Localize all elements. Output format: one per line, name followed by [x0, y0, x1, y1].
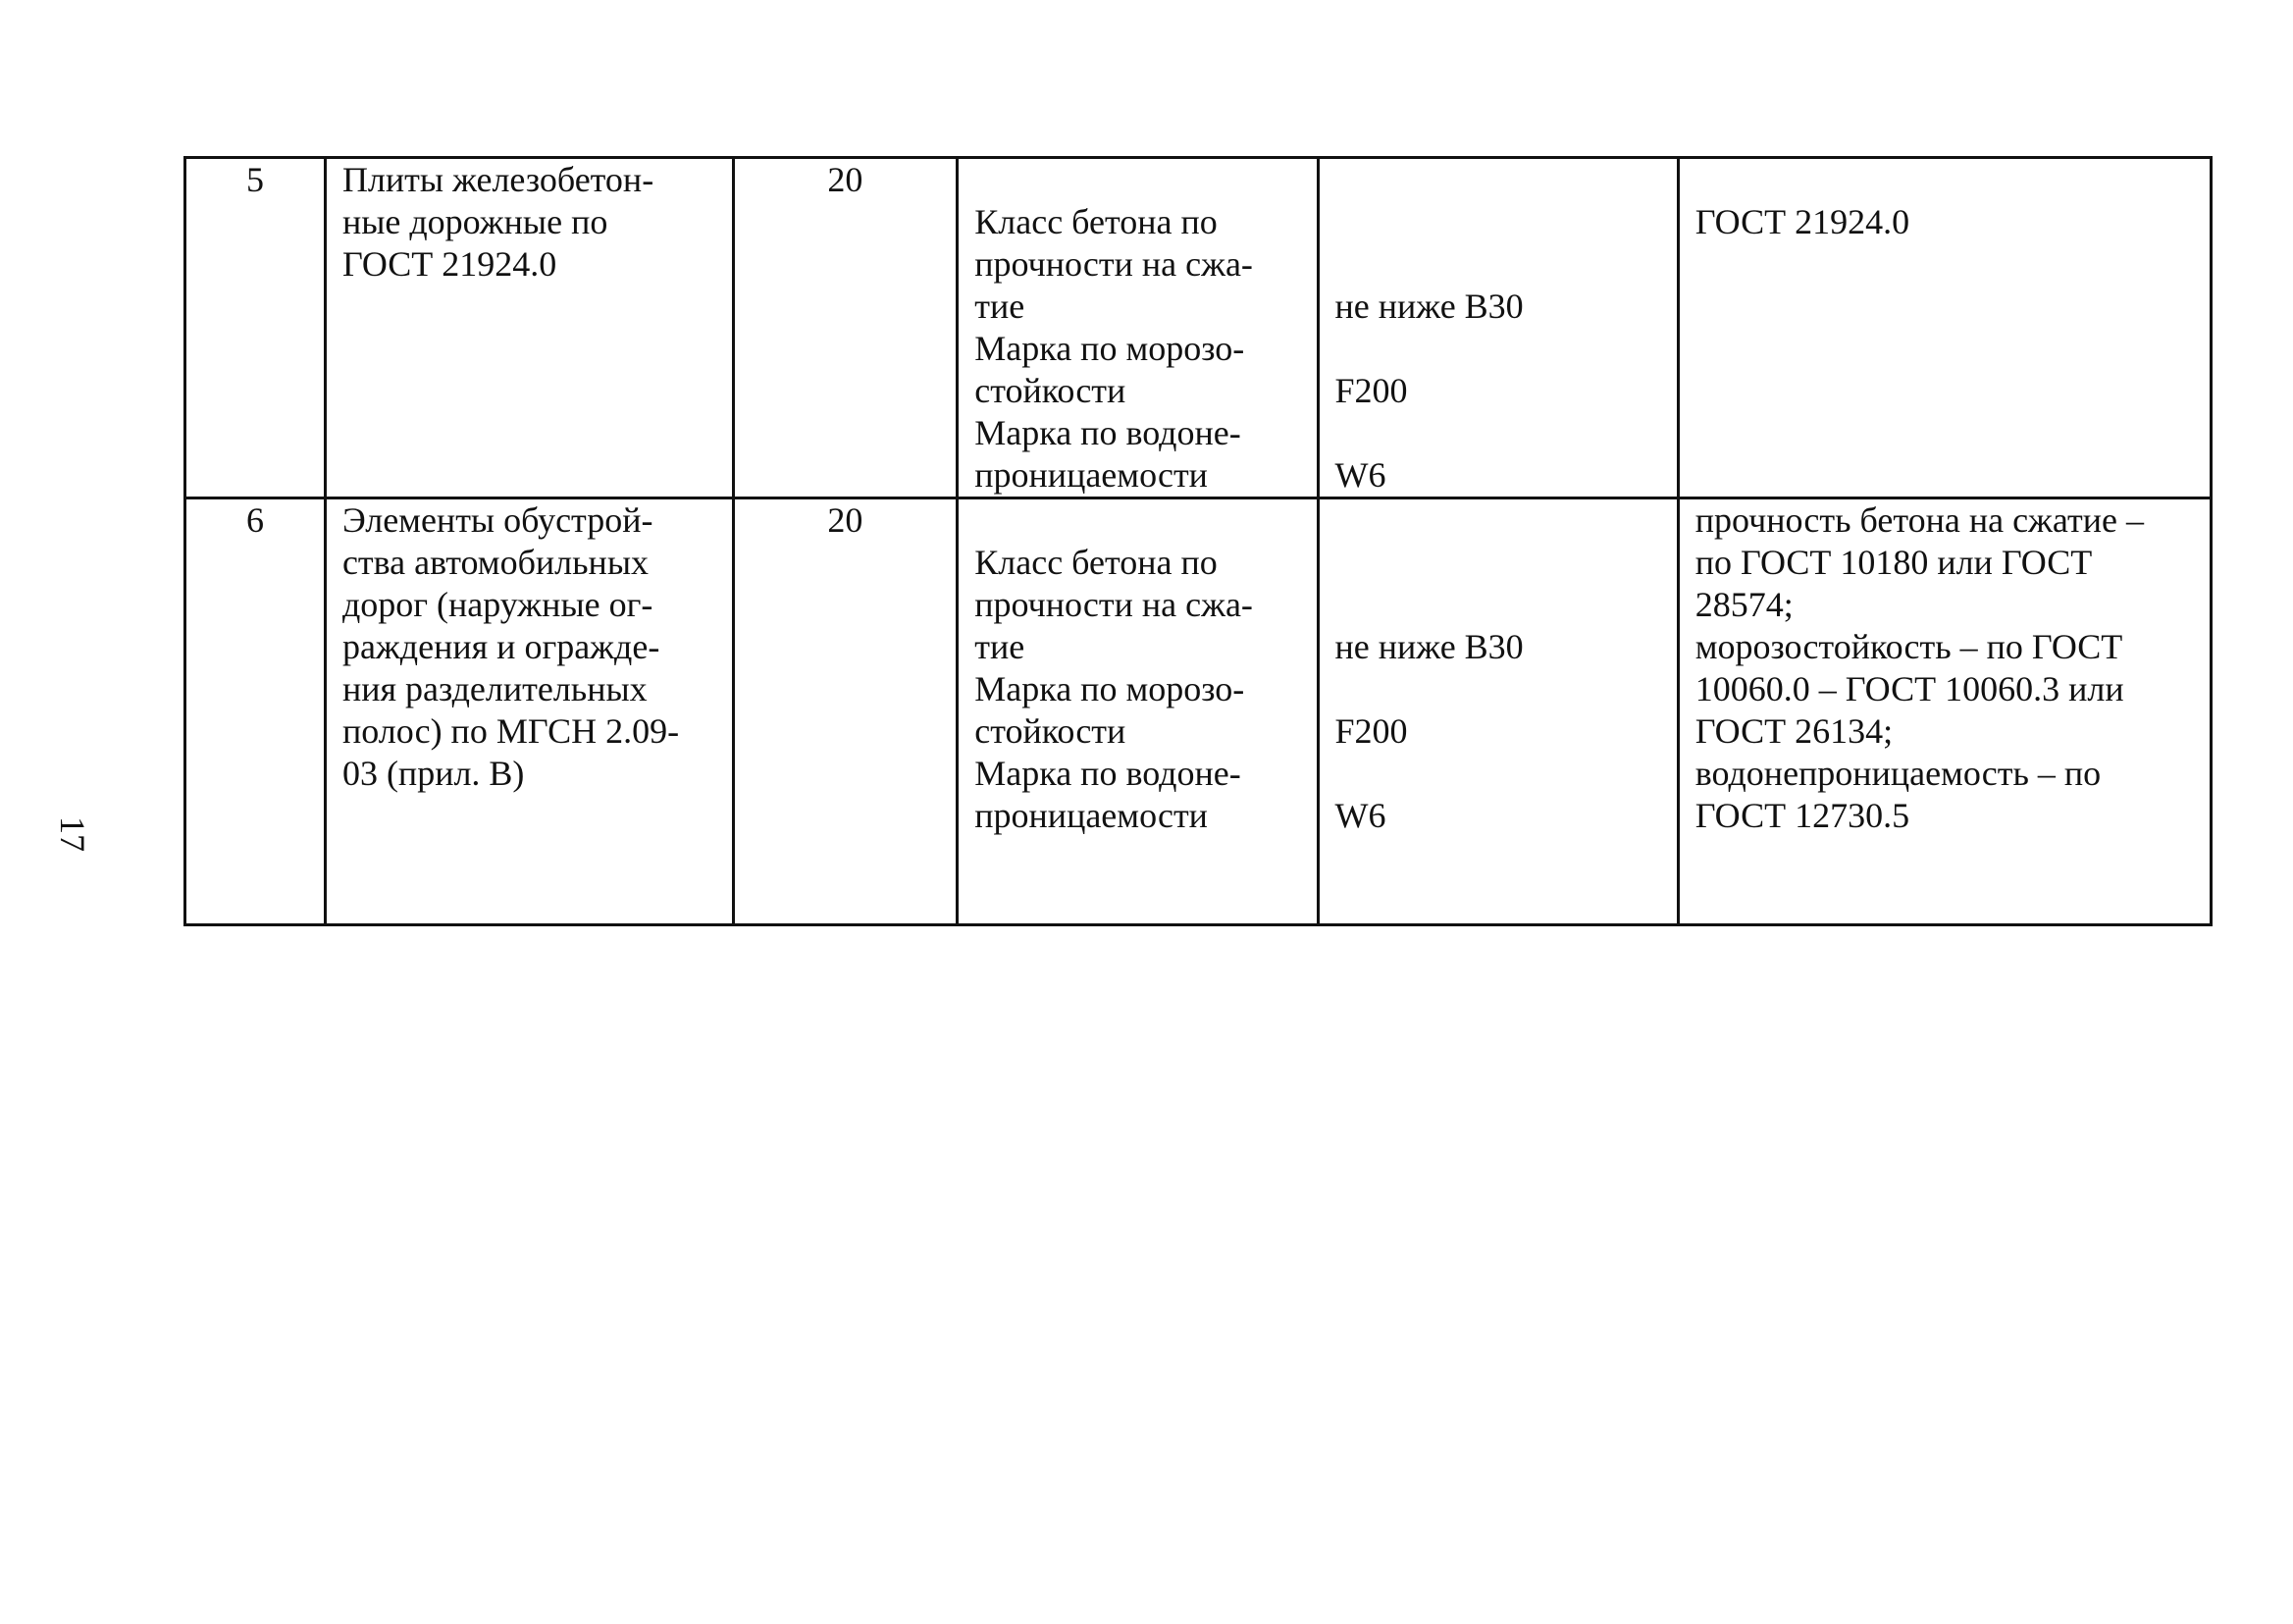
product-name-cell	[325, 498, 733, 925]
product-name-cell	[325, 158, 733, 498]
property-line: стойкости	[974, 371, 1126, 410]
property-line: Класс бетона по	[974, 543, 1218, 582]
property-line: прочности на сжа-	[974, 244, 1253, 284]
property-line: проницаемости	[974, 796, 1208, 835]
product-name-line: ные дорожные по	[341, 202, 608, 241]
standard-line: прочность бетона на сжатие –	[1694, 500, 2144, 540]
spec-table	[183, 156, 2213, 926]
product-name-line: Элементы обустрой-	[341, 500, 653, 540]
property-line: Марка по водоне-	[974, 413, 1241, 452]
age-value: 20	[827, 160, 863, 199]
product-name-line: Плиты железобетон-	[341, 160, 654, 199]
value-line: не ниже В30	[1334, 627, 1524, 666]
property-cell	[958, 498, 1318, 925]
product-name-line: ния разделительных	[341, 669, 648, 708]
value-cell	[1318, 498, 1678, 925]
value-cell	[1318, 158, 1678, 498]
standard-line: водонепроницаемость – по	[1694, 754, 2102, 793]
property-line: прочности на сжа-	[974, 585, 1253, 624]
standard-line: морозостойкость – по ГОСТ	[1694, 627, 2123, 666]
property-line: проницаемости	[974, 455, 1208, 495]
property-line: Марка по морозо-	[974, 669, 1245, 708]
row-number-cell	[185, 158, 326, 498]
row-number: 6	[245, 500, 264, 540]
property-line: Марка по морозо-	[974, 329, 1245, 368]
standard-line: по ГОСТ 10180 или ГОСТ	[1694, 543, 2093, 582]
property-cell	[958, 158, 1318, 498]
value-line: F200	[1334, 711, 1408, 751]
product-name-line: раждения и огражде-	[341, 627, 660, 666]
product-name-line: 03 (прил. В)	[341, 754, 525, 793]
page-number: 17	[53, 816, 92, 852]
standard-line: ГОСТ 21924.0	[1694, 202, 1910, 241]
property-line: тие	[974, 627, 1025, 666]
value-line: W6	[1334, 455, 1386, 495]
standard-line: ГОСТ 12730.5	[1694, 796, 1910, 835]
property-line: Класс бетона по	[974, 202, 1218, 241]
standard-line: ГОСТ 26134;	[1694, 711, 1894, 751]
age-cell	[733, 158, 958, 498]
value-line: не ниже В30	[1334, 287, 1524, 326]
value-line: F200	[1334, 371, 1408, 410]
property-line: тие	[974, 287, 1025, 326]
product-name-line: дорог (наружные ог-	[341, 585, 653, 624]
product-name-line: полос) по МГСН 2.09-	[341, 711, 680, 751]
standard-cell	[1678, 498, 2211, 925]
age-cell	[733, 498, 958, 925]
value-line: W6	[1334, 796, 1386, 835]
standard-cell	[1678, 158, 2211, 498]
row-number: 5	[245, 160, 264, 199]
age-value: 20	[827, 500, 863, 540]
property-line: Марка по водоне-	[974, 754, 1241, 793]
table-row	[185, 158, 2212, 498]
standard-line: 10060.0 – ГОСТ 10060.3 или	[1694, 669, 2124, 708]
property-line: стойкости	[974, 711, 1126, 751]
table-row	[185, 498, 2212, 925]
product-name-line: ГОСТ 21924.0	[341, 244, 557, 284]
standard-line: 28574;	[1694, 585, 1794, 624]
row-number-cell	[185, 498, 326, 925]
product-name-line: ства автомобильных	[341, 543, 650, 582]
